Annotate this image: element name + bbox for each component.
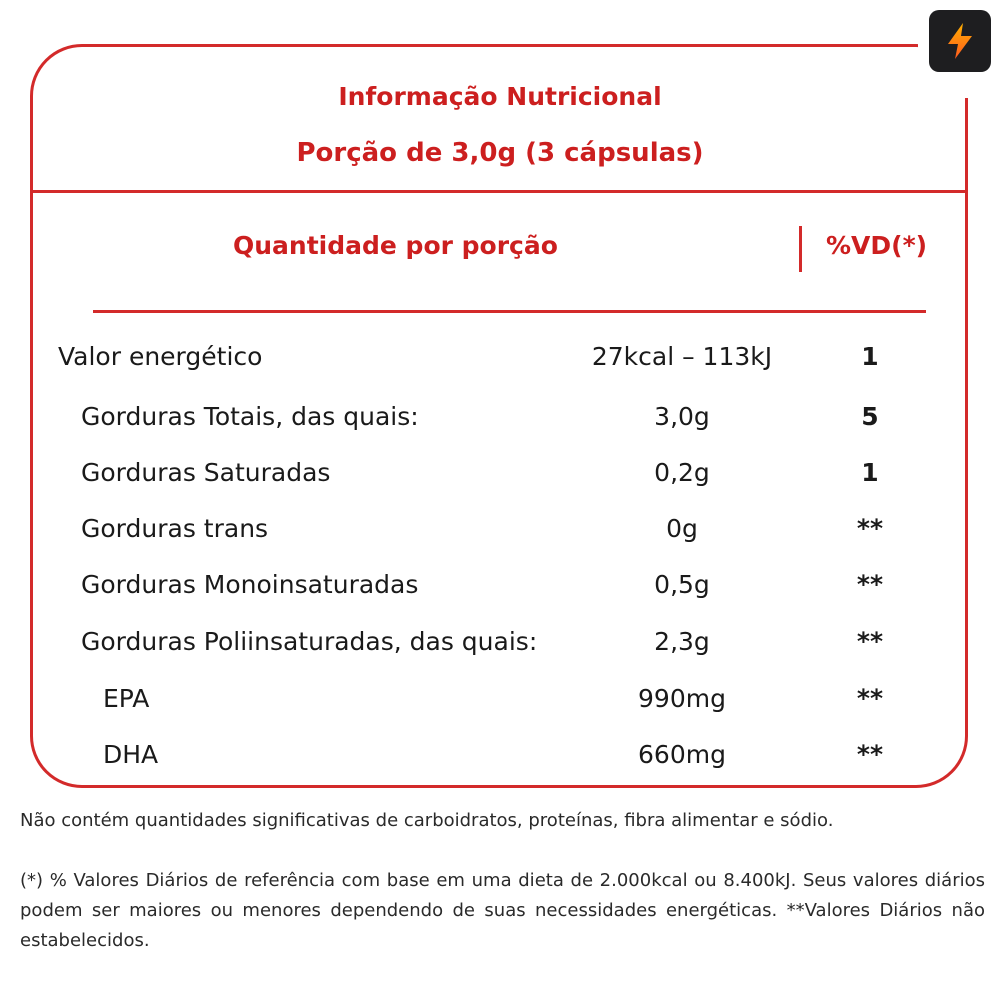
footnote-contents: Não contém quantidades significativas de carboidratos, proteínas, fibra alimentar e sódio. — [20, 810, 834, 831]
footnote-daily-values: (*) % Valores Diários de referência com base em uma dieta de 2.000kcal ou 8.400kJ. Seus valores diários podem ser maiores ou menores dependendo de suas necessidades energéticas. **Valores Diários não estabelecidos. — [20, 870, 985, 951]
nutrient-amount: 0,5g — [654, 570, 710, 599]
column-separator — [799, 226, 802, 272]
table-row — [0, 458, 1000, 498]
nutrient-amount: 0,2g — [654, 458, 710, 487]
nutrient-name: Gorduras Saturadas — [81, 458, 331, 487]
nutrient-amount: 3,0g — [654, 402, 710, 431]
nutrient-vd: 1 — [861, 342, 879, 371]
nutrient-amount: 990mg — [638, 684, 726, 713]
nutrient-vd: 5 — [861, 402, 879, 431]
nutrient-name: Valor energético — [58, 342, 263, 371]
portion-size: Porção de 3,0g (3 cápsulas) — [296, 138, 704, 168]
nutrient-name: DHA — [103, 740, 159, 769]
nutrient-name: Gorduras trans — [81, 514, 269, 543]
nutrient-vd: ** — [856, 740, 884, 769]
nutrient-amount: 660mg — [638, 740, 726, 769]
nutrient-vd: ** — [856, 570, 884, 599]
nutrient-vd: ** — [856, 627, 884, 656]
nutrient-vd: 1 — [861, 458, 879, 487]
nutrient-name: Gorduras Poliinsaturadas, das quais: — [81, 627, 538, 656]
table-row — [0, 342, 1000, 382]
lightning-bolt-icon[interactable] — [929, 10, 991, 72]
nutrient-amount: 27kcal – 113kJ — [591, 342, 773, 371]
vd-column-header: %VD(*) — [826, 231, 928, 260]
nutrient-amount: 2,3g — [654, 627, 710, 656]
nutrient-name: Gorduras Monoinsaturadas — [81, 570, 419, 599]
nutrient-vd: ** — [856, 514, 884, 543]
nutrient-name: Gorduras Totais, das quais: — [81, 402, 419, 431]
nutrient-amount: 0g — [666, 514, 698, 543]
column-header-underline — [93, 310, 926, 313]
table-title: Informação Nutricional — [338, 82, 662, 111]
header-divider — [33, 190, 968, 193]
nutrient-name: EPA — [103, 684, 150, 713]
table-row — [0, 627, 1000, 667]
table-row — [0, 570, 1000, 610]
nutrient-vd: ** — [856, 684, 884, 713]
table-row — [0, 740, 1000, 780]
table-row — [0, 684, 1000, 724]
table-row — [0, 514, 1000, 554]
table-row — [0, 402, 1000, 442]
quantity-column-header: Quantidade por porção — [233, 231, 558, 260]
